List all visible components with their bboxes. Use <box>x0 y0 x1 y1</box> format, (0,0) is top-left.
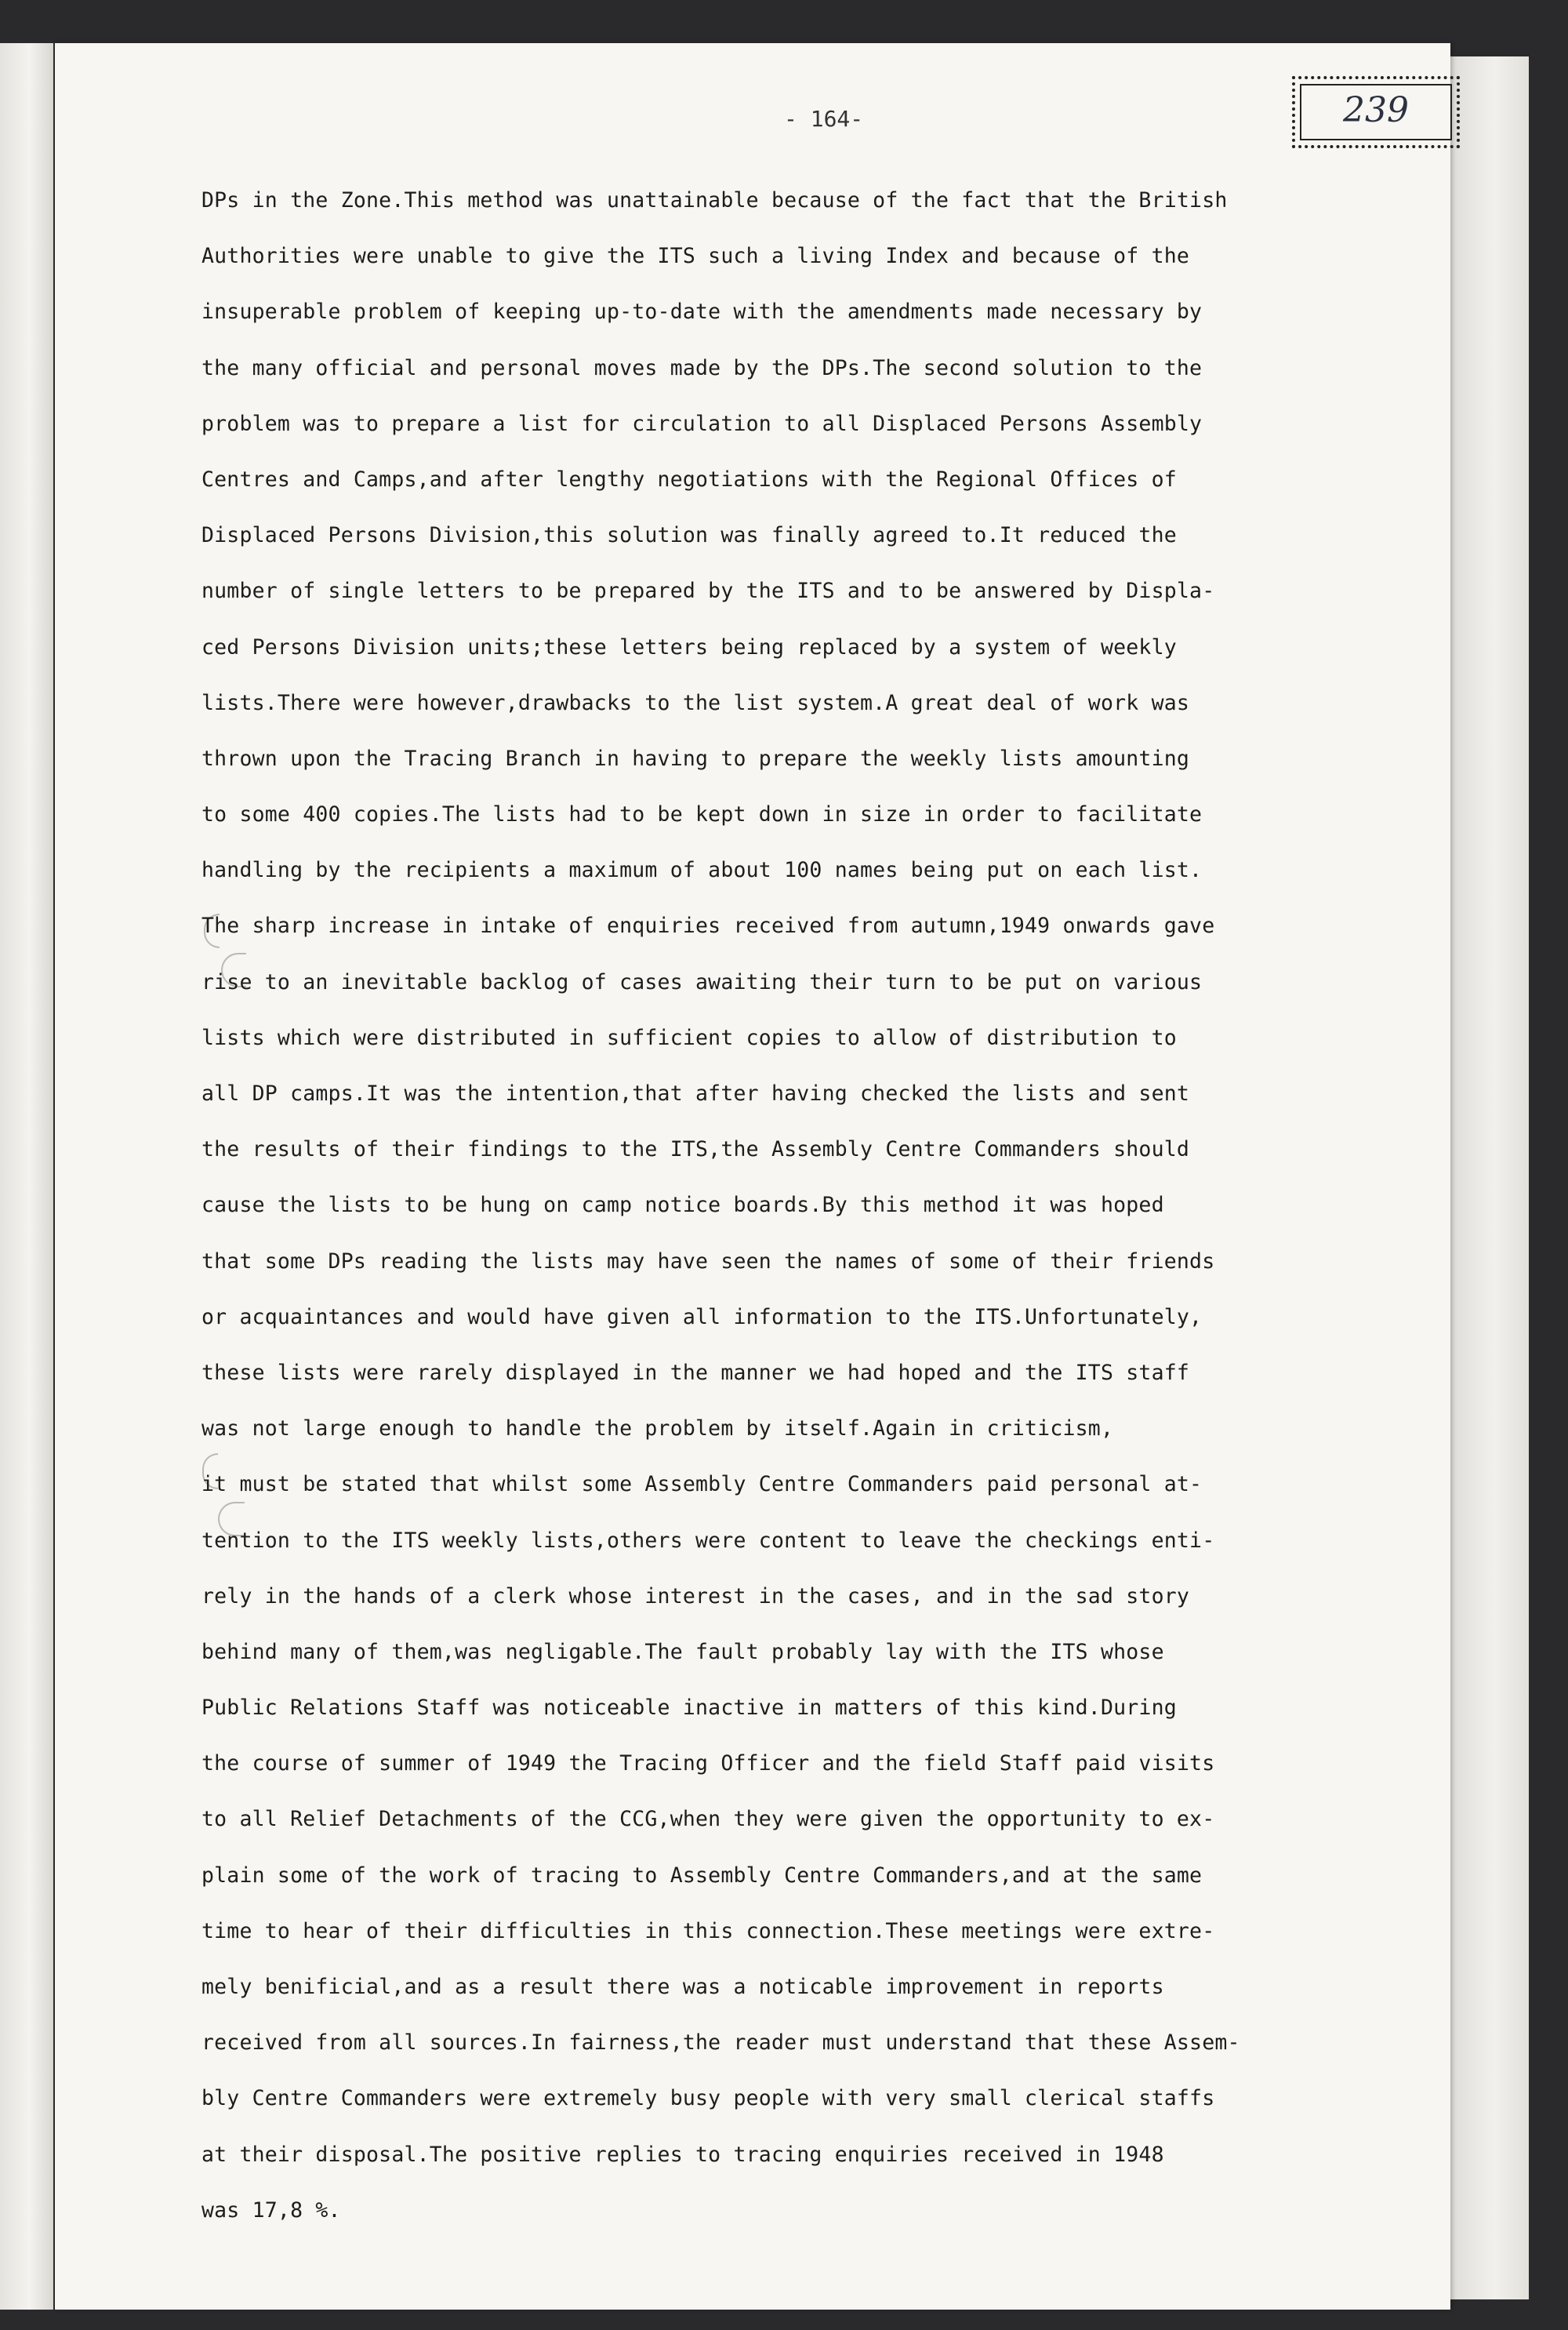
facing-page-edge <box>0 43 53 2310</box>
text-line: was not large enough to handle the problem by itself.Again in criticism, <box>201 1416 1114 1441</box>
text-line: plain some of the work of tracing to Assembly Centre Commanders,and at the same <box>201 1863 1203 1888</box>
text-line: time to hear of their difficulties in this connection.These meetings were extre- <box>201 1918 1215 1943</box>
text-line: at their disposal.The positive replies to tracing enquiries received in 1948 <box>201 2142 1164 2167</box>
text-line: problem was to prepare a list for circulation to all Displaced Persons Assembly <box>201 411 1203 436</box>
text-line: to all Relief Detachments of the CCG,when they were given the opportunity to ex- <box>201 1807 1215 1832</box>
back-sheet-edge <box>1443 56 1529 2299</box>
text-line: lists which were distributed in sufficient copies to allow of distribution to <box>201 1025 1177 1050</box>
text-line: received from all sources.In fairness,the reader must understand that these Assem- <box>201 2030 1240 2056</box>
text-line: to some 400 copies.The lists had to be kept down in size in order to facilitate <box>201 802 1203 827</box>
text-line: lists.There were however,drawbacks to the list system.A great deal of work was <box>201 690 1190 715</box>
text-line: insuperable problem of keeping up-to-date with the amendments made necessary by <box>201 300 1203 325</box>
text-line: the results of their findings to the ITS,the Assembly Centre Commanders should <box>201 1137 1190 1162</box>
text-line: DPs in the Zone.This method was unattainable because of the fact that the British <box>201 188 1228 213</box>
stamp-number: 239 <box>1343 90 1409 130</box>
text-line: cause the lists to be hung on camp notice boards.By this method it was hoped <box>201 1193 1164 1218</box>
text-line: Centres and Camps,and after lengthy negotiations with the Regional Offices of <box>201 467 1177 492</box>
text-line: the many official and personal moves made by the DPs.The second solution to the <box>201 355 1203 380</box>
text-line: Displaced Persons Division,this solution was finally agreed to.It reduced the <box>201 523 1177 548</box>
text-line: or acquaintances and would have given all information to the ITS.Unfortunately, <box>201 1304 1203 1329</box>
text-line: behind many of them,was negligable.The fault probably lay with the ITS whose <box>201 1639 1164 1664</box>
text-line: rely in the hands of a clerk whose interest in the cases, and in the sad story <box>201 1583 1190 1608</box>
archive-stamp <box>1292 76 1460 148</box>
text-line: these lists were rarely displayed in the manner we had hoped and the ITS staff <box>201 1360 1190 1385</box>
text-line: rise to an inevitable backlog of cases awaiting their turn to be put on various <box>201 969 1203 994</box>
text-line: handling by the recipients a maximum of about 100 names being put on each list. <box>201 858 1203 883</box>
text-line: it must be stated that whilst some Assembly Centre Commanders paid personal at- <box>201 1472 1203 1497</box>
text-line: Authorities were unable to give the ITS such a living Index and because of the <box>201 244 1190 269</box>
text-line: all DP camps.It was the intention,that after having checked the lists and sent <box>201 1081 1190 1106</box>
text-line: The sharp increase in intake of enquiries received from autumn,1949 onwards gave <box>201 914 1215 939</box>
text-line: the course of summer of 1949 the Tracing Officer and the field Staff paid visits <box>201 1751 1215 1776</box>
text-line: tention to the ITS weekly lists,others were content to leave the checkings enti- <box>201 1528 1215 1553</box>
text-line: thrown upon the Tracing Branch in having to prepare the weekly lists amounting <box>201 746 1190 771</box>
text-line: that some DPs reading the lists may have seen the names of some of their friends <box>201 1249 1215 1274</box>
page-number: - 164- <box>784 106 864 132</box>
text-line: Public Relations Staff was noticeable inactive in matters of this kind.During <box>201 1696 1177 1721</box>
text-line: was 17,8 %. <box>201 2197 341 2223</box>
text-line: bly Centre Commanders were extremely busy people with very small clerical staffs <box>201 2086 1215 2111</box>
text-line: ced Persons Division units;these letters being replaced by a system of weekly <box>201 634 1177 660</box>
text-line: number of single letters to be prepared by the ITS and to be answered by Displa- <box>201 579 1215 604</box>
text-line: mely benificial,and as a result there was a noticable improvement in reports <box>201 1975 1164 1999</box>
body-text <box>201 187 1440 2228</box>
